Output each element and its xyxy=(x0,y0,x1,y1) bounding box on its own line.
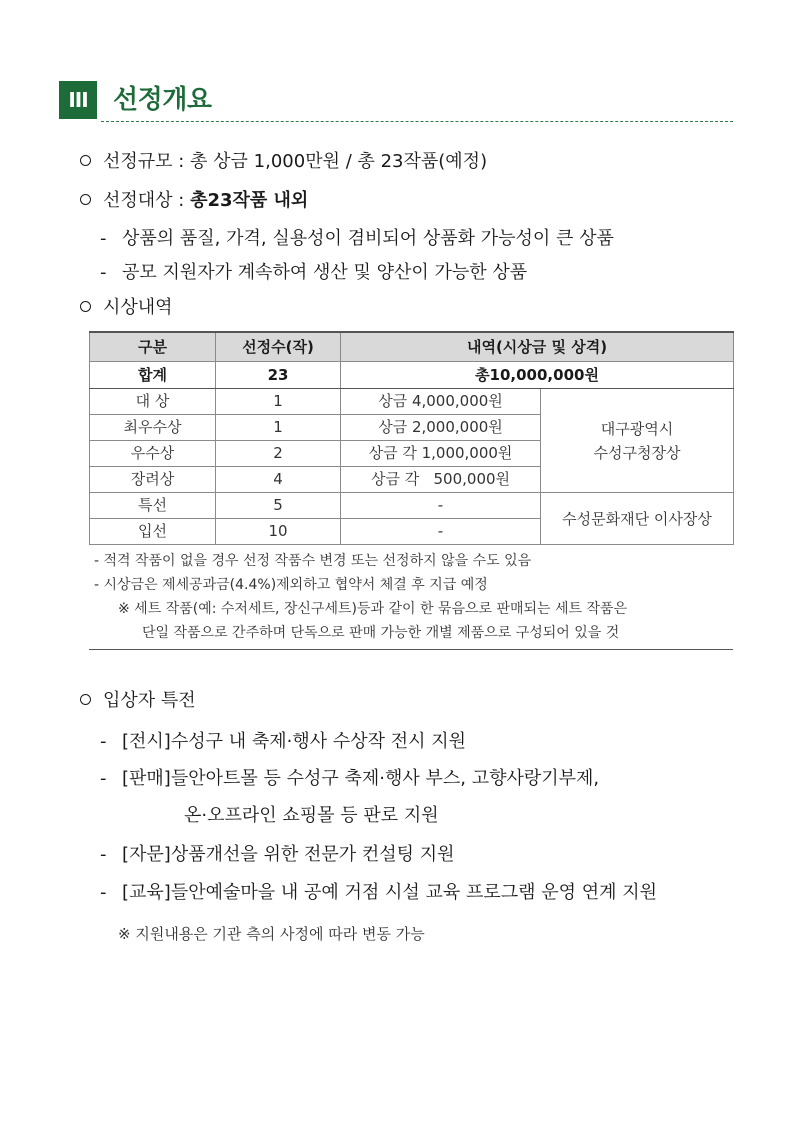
row-count: 5 xyxy=(216,493,341,519)
selection-target-prefix: 선정대상 : xyxy=(103,190,191,211)
target-criteria-2-text: 공모 지원자가 계속하여 생산 및 양산이 가능한 상품 xyxy=(122,262,528,283)
row-prize: 상금 2,000,000원 xyxy=(341,415,541,441)
benefit-item-text: [교육]들안예술마을 내 공예 거점 시설 교육 프로그램 운영 연계 지원 xyxy=(122,882,658,903)
section-number-badge: III xyxy=(59,81,97,119)
grantor-foundation: 수성문화재단 이사장상 xyxy=(541,493,734,545)
benefits-footnote: ※ 지원내용은 기관 측의 사정에 따라 변동 가능 xyxy=(118,925,425,943)
table-total-row xyxy=(90,362,734,389)
selection-target-item xyxy=(80,189,308,213)
selection-target-bold: 총23작품 내외 xyxy=(190,190,309,211)
row-count: 1 xyxy=(216,389,341,415)
note-line: ※ 세트 작품(예: 수저세트, 장신구세트)등과 같이 한 묶음으로 판매되는 세트 작품은 xyxy=(118,601,628,617)
circle-bullet-icon xyxy=(80,694,91,705)
row-category: 장려상 xyxy=(90,467,216,493)
section-divider xyxy=(101,121,733,122)
target-criteria-2: - 공모 지원자가 계속하여 생산 및 양산이 가능한 상품 xyxy=(100,262,528,283)
row-prize: 상금 각 500,000원 xyxy=(341,467,541,493)
awards-heading xyxy=(80,296,173,320)
header-category: 구분 xyxy=(90,332,216,362)
row-category: 특선 xyxy=(90,493,216,519)
total-category: 합계 xyxy=(90,362,216,389)
benefit-item-continuation: 온·오프라인 쇼핑몰 등 판로 지원 xyxy=(184,805,439,826)
target-criteria-1-text: 상품의 품질, 가격, 실용성이 겸비되어 상품화 가능성이 큰 상품 xyxy=(122,228,614,249)
grantor-mayor-line1: 대구광역시 xyxy=(600,419,674,438)
target-criteria-1: - 상품의 품질, 가격, 실용성이 겸비되어 상품화 가능성이 큰 상품 xyxy=(100,228,614,249)
section-title: 선정개요 xyxy=(113,85,212,115)
benefit-item: - [전시]수성구 내 축제·행사 수상작 전시 지원 xyxy=(100,731,466,752)
note-line: 단일 작품으로 간주하며 단독으로 판매 가능한 개별 제품으로 구성되어 있을 것 xyxy=(142,625,620,641)
row-prize: 상금 4,000,000원 xyxy=(341,389,541,415)
table-row xyxy=(90,389,734,415)
row-count: 10 xyxy=(216,519,341,545)
row-count: 1 xyxy=(216,415,341,441)
selection-scale-text: 선정규모 : 총 상금 1,000만원 / 총 23작품(예정) xyxy=(103,151,488,172)
selection-scale-item xyxy=(80,150,487,174)
row-prize: - xyxy=(341,519,541,545)
awards-table xyxy=(89,331,734,545)
circle-bullet-icon xyxy=(80,194,91,205)
awards-heading-text: 시상내역 xyxy=(103,297,173,318)
benefit-item: - [판매]들안아트몰 등 수성구 축제·행사 부스, 고향사랑기부제, xyxy=(100,768,600,789)
row-prize: - xyxy=(341,493,541,519)
circle-bullet-icon xyxy=(80,155,91,166)
row-category: 입선 xyxy=(90,519,216,545)
benefit-item: - [교육]들안예술마을 내 공예 거점 시설 교육 프로그램 운영 연계 지원 xyxy=(100,882,658,903)
row-category: 우수상 xyxy=(90,441,216,467)
table-header-row xyxy=(90,332,734,362)
notes-divider xyxy=(89,649,733,650)
note-line: - 시상금은 제세공과금(4.4%)제외하고 협약서 체결 후 지급 예정 xyxy=(94,577,488,593)
benefits-heading xyxy=(80,689,196,713)
benefits-heading-text: 입상자 특전 xyxy=(103,690,196,711)
row-prize: 상금 각 1,000,000원 xyxy=(341,441,541,467)
benefit-item: - [자문]상품개선을 위한 전문가 컨설팅 지원 xyxy=(100,844,455,865)
grantor-mayor xyxy=(541,389,734,493)
note-line: - 적격 작품이 없을 경우 선정 작품수 변경 또는 선정하지 않을 수도 있음 xyxy=(94,553,532,569)
header-details: 내역(시상금 및 상격) xyxy=(341,332,734,362)
benefit-item-text: [판매]들안아트몰 등 수성구 축제·행사 부스, 고향사랑기부제, xyxy=(122,768,600,789)
benefit-item-text: [자문]상품개선을 위한 전문가 컨설팅 지원 xyxy=(122,844,455,865)
row-category: 최우수상 xyxy=(90,415,216,441)
grantor-mayor-line2: 수성구청장상 xyxy=(593,443,681,462)
row-count: 2 xyxy=(216,441,341,467)
header-count: 선정수(작) xyxy=(216,332,341,362)
benefit-item-text: [전시]수성구 내 축제·행사 수상작 전시 지원 xyxy=(122,731,466,752)
row-category: 대 상 xyxy=(90,389,216,415)
row-count: 4 xyxy=(216,467,341,493)
total-count: 23 xyxy=(216,362,341,389)
total-prize: 총10,000,000원 xyxy=(341,362,734,389)
circle-bullet-icon xyxy=(80,301,91,312)
table-row xyxy=(90,493,734,519)
